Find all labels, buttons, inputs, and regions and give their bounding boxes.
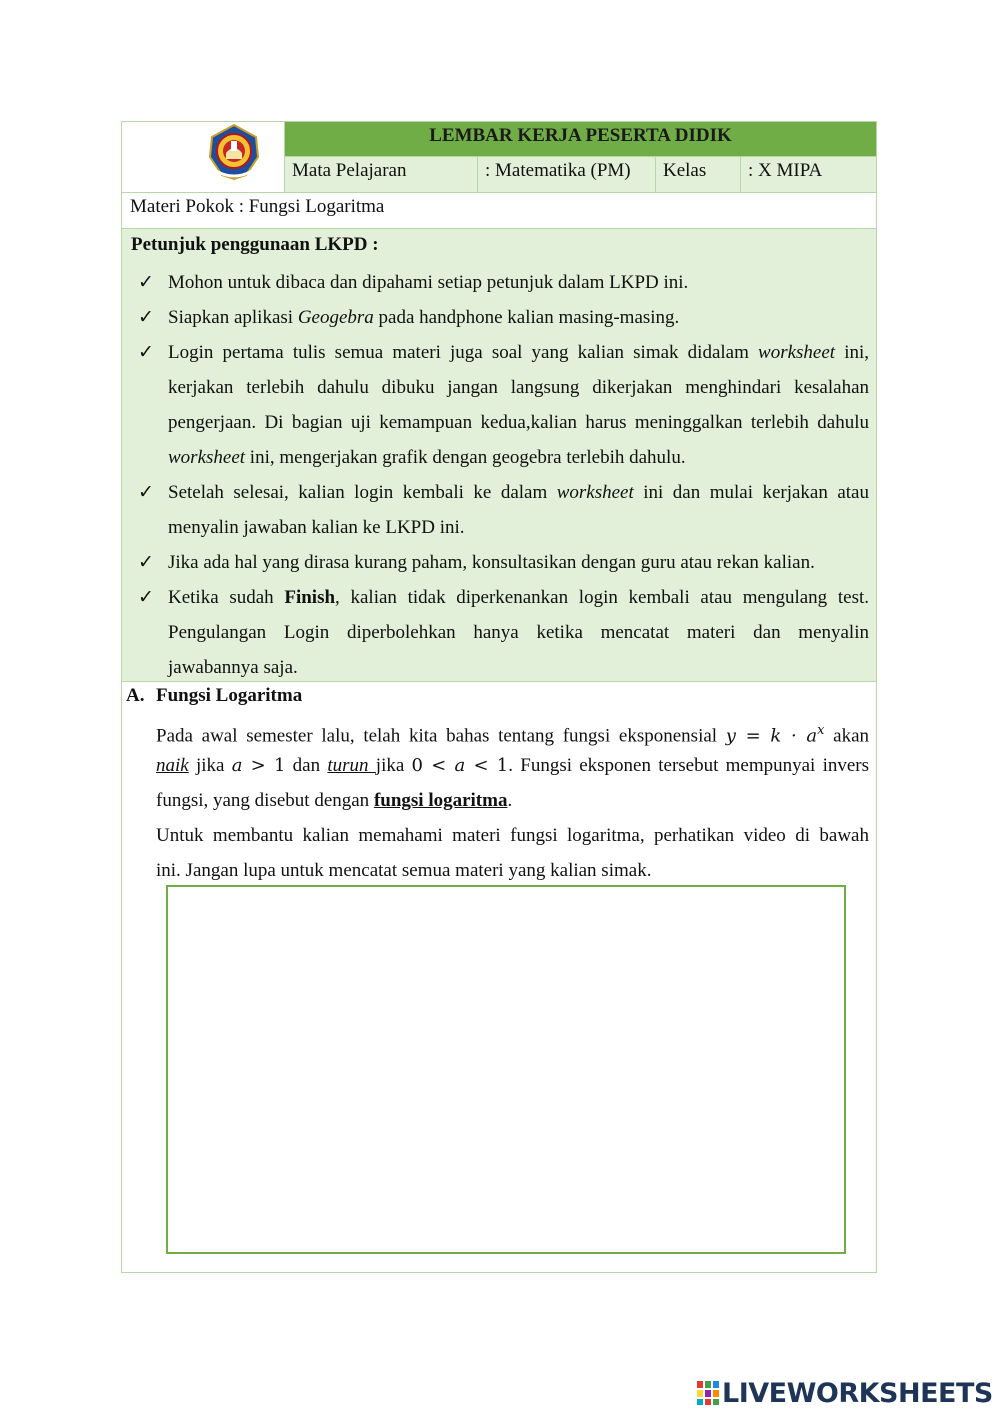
list-item-text: menyalin jawaban kalian ke LKPD ini.: [168, 517, 465, 538]
check-icon: ✓: [138, 307, 154, 328]
worksheet-title: LEMBAR KERJA PESERTA DIDIK: [285, 122, 876, 157]
logo-cell: [122, 122, 285, 193]
check-icon: ✓: [138, 552, 154, 573]
paragraph-intro: Pada awal semester lalu, telah kita bahas tentang fungsi eksponensial $y = k \cdot a^x$ akan naik jika a > 1 dan turun jika 0 < a < 1. Fungsi eksponen tersebut mempunyai invers fungsi, yang disebut dengan fungsi logaritma.: [156, 723, 870, 811]
list-item-text: Mohon untuk dibaca dan dipahami setiap petunjuk dalam LKPD ini.: [168, 272, 689, 293]
check-icon: ✓: [138, 482, 154, 503]
subject-label: Mata Pelajaran: [285, 157, 478, 192]
list-item-text: worksheet ini, mengerjakan grafik dengan geogebra terlebih dahulu.: [168, 447, 686, 468]
list-item-text: Siapkan aplikasi Geogebra pada handphone kalian masing-masing.: [168, 307, 680, 328]
check-icon: ✓: [138, 272, 154, 293]
watermark-text: LIVEWORKSHEETS: [722, 1377, 993, 1409]
check-icon: ✓: [138, 587, 154, 608]
section-fungsi-logaritma: [122, 682, 876, 1272]
class-label: Kelas: [656, 157, 741, 192]
list-item-text: Setelah selesai, kalian login kembali ke dalam worksheet ini dan mulai kerjakan atau: [168, 482, 869, 503]
check-icon: ✓: [138, 342, 154, 363]
petunjuk-section: [122, 229, 876, 682]
subject-value: : Matematika (PM): [478, 157, 656, 192]
liveworksheets-logo-icon: [697, 1381, 719, 1405]
section-title: A. Fungsi Logaritma: [126, 685, 303, 706]
list-item-text: jawabannya saja.: [168, 657, 298, 678]
list-item: [122, 475, 878, 545]
list-item-text: kerjakan terlebih dahulu dibuku jangan langsung dikerjakan menghindari kesalahan: [168, 377, 869, 398]
list-item: [122, 335, 878, 475]
petunjuk-heading: Petunjuk penggunaan LKPD :: [131, 234, 379, 255]
materi-pokok: Materi Pokok : Fungsi Logaritma: [122, 193, 876, 229]
list-item: [122, 545, 878, 580]
list-item-text: Jika ada hal yang dirasa kurang paham, konsultasikan dengan guru atau rekan kalian.: [168, 552, 815, 573]
list-item-text: Login pertama tulis semua materi juga soal yang kalian simak didalam worksheet ini,: [168, 342, 869, 363]
list-item: [122, 265, 878, 300]
list-item-text: Ketika sudah Finish, kalian tidak diperkenankan login kembali atau mengulang test.: [168, 587, 869, 608]
paragraph-video-instruction: Untuk membantu kalian memahami materi fungsi logaritma, perhatikan video di bawah ini. Jangan lupa untuk mencatat semua materi yang kalian simak.: [156, 825, 869, 881]
school-emblem-icon: [206, 123, 262, 181]
list-item-text: pengerjaan. Di bagian uji kemampuan kedua,kalian harus meninggalkan terlebih dahulu: [168, 412, 869, 433]
list-item: [122, 580, 878, 685]
info-row: [285, 157, 876, 193]
list-item: [122, 300, 878, 335]
worksheet-table: [121, 121, 877, 1273]
petunjuk-list: [122, 265, 878, 685]
video-embed-box[interactable]: [166, 885, 846, 1254]
list-item-text: Pengulangan Login diperbolehkan hanya ketika mencatat materi dan menyalin: [168, 622, 869, 643]
liveworksheets-watermark: [697, 1376, 993, 1410]
class-value: : X MIPA: [748, 160, 823, 181]
